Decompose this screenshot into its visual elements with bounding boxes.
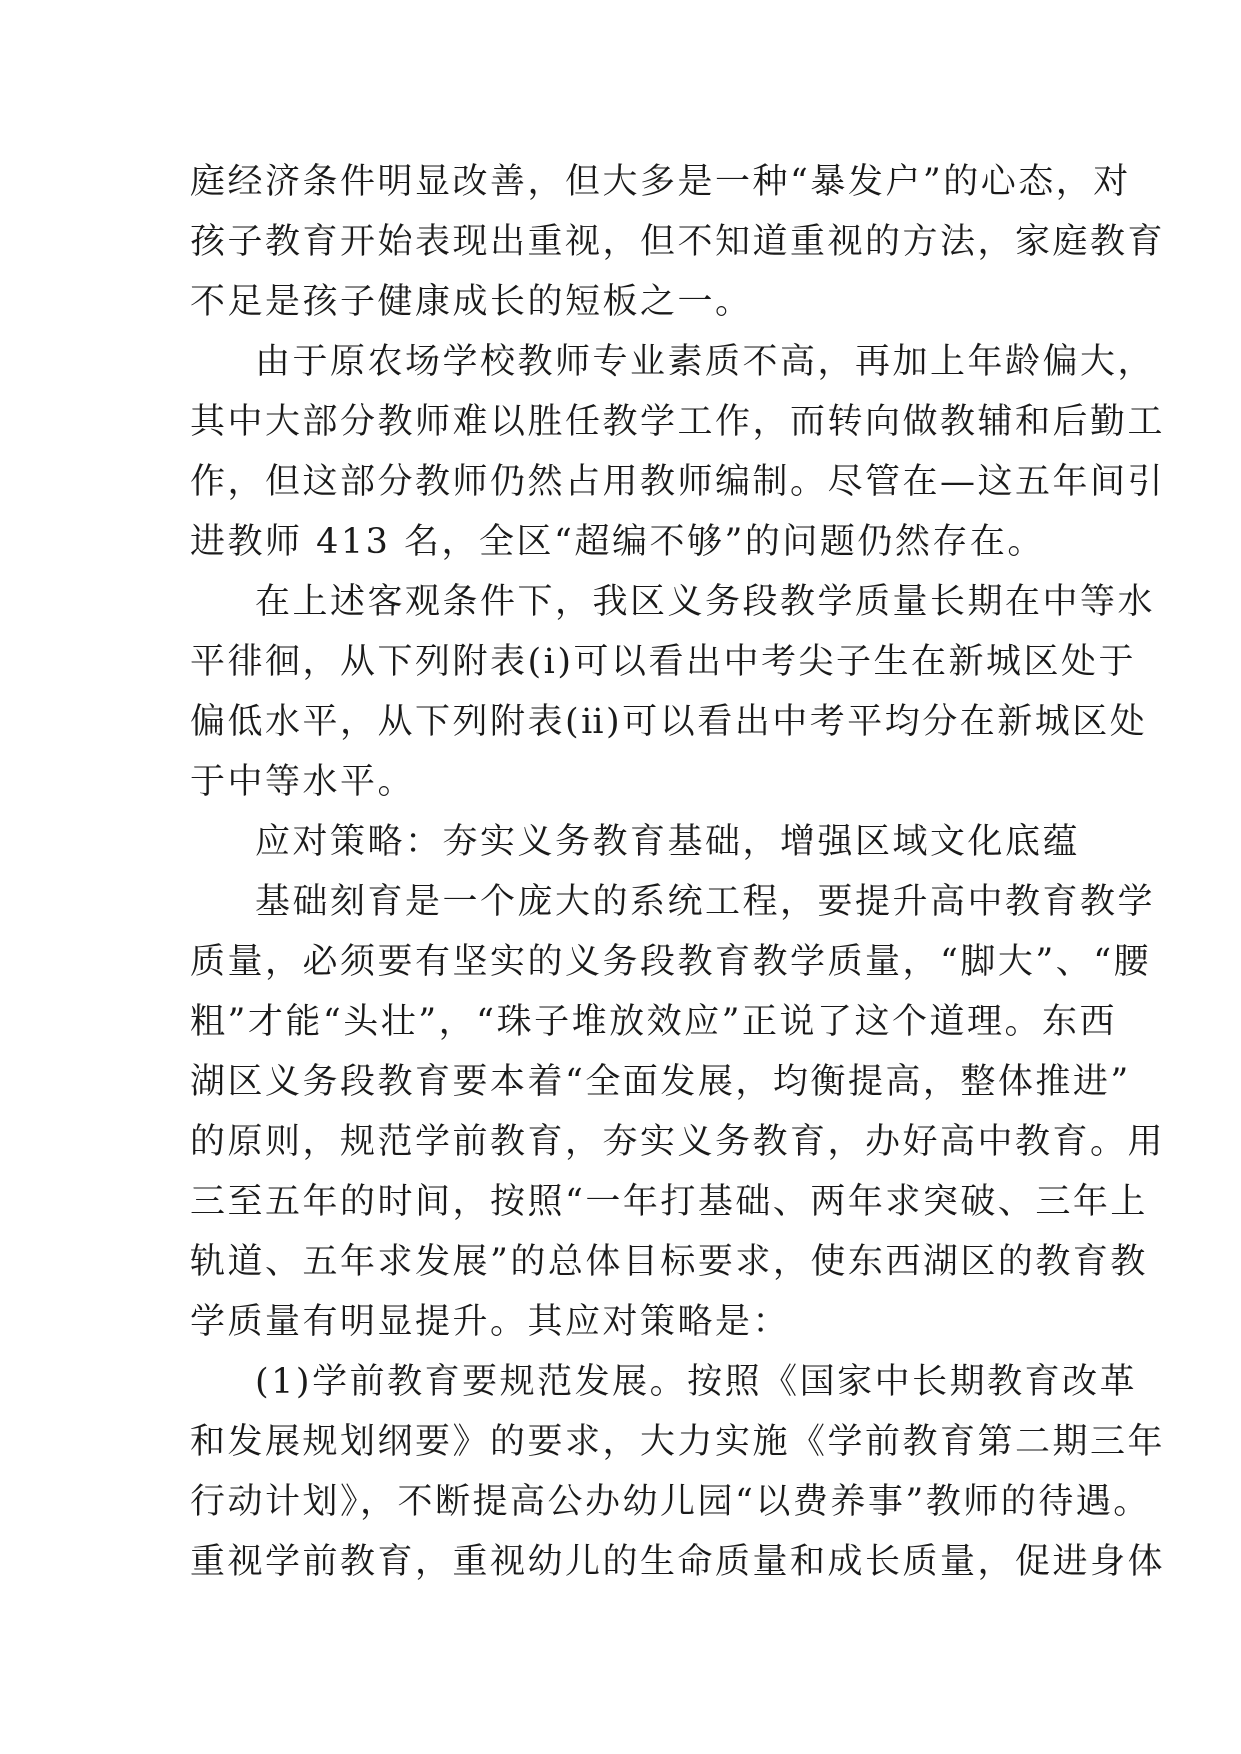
text-line: 的原则，规范学前教育，夯实义务教育，办好高中教育。用 (190, 1122, 1166, 1162)
text-line: 于中等水平。 (190, 762, 416, 802)
text-line: 轨道、五年求发展”的总体目标要求，使东西湖区的教育教 (190, 1242, 1148, 1282)
text-line: 作，但这部分教师仍然占用教师编制。尽管在—这五年间引 (190, 462, 1166, 502)
text-line: 三至五年的时间，按照“一年打基础、两年求突破、三年上 (190, 1182, 1148, 1222)
text-line: 行动计划》，不断提高公办幼儿园“以费养事”教师的待遇。 (190, 1482, 1151, 1522)
text-line: 孩子教育开始表现出重视，但不知道重视的方法，家庭教育 (190, 222, 1166, 262)
text-line: 平徘徊，从下列附表(ⅰ)可以看出中考尖子生在新城区处于 (190, 642, 1137, 682)
paragraph-first-line: 由于原农场学校教师专业素质不高，再加上年龄偏大， (255, 342, 1156, 382)
text-line: 进教师 413 名，全区“超编不够”的问题仍然存在。 (190, 522, 1045, 562)
section-heading: 应对策略：夯实义务教育基础，增强区域文化底蕴 (255, 822, 1081, 862)
paragraph-first-line: 在上述客观条件下，我区义务段教学质量长期在中等水 (255, 582, 1156, 622)
text-line: 偏低水平，从下列附表(ⅱ)可以看出中考平均分在新城区处 (190, 702, 1148, 742)
text-line: 不足是孩子健康成长的短板之一。 (190, 282, 753, 322)
text-line: 和发展规划纲要》的要求，大力实施《学前教育第二期三年 (190, 1422, 1166, 1462)
paragraph-first-line: 基础刻育是一个庞大的系统工程，要提升高中教育教学 (255, 882, 1156, 922)
text-line: 湖区义务段教育要本着“全面发展，均衡提高，整体推进” (190, 1062, 1131, 1102)
paragraph-first-line: (1)学前教育要规范发展。按照《国家中长期教育改革 (255, 1362, 1138, 1402)
text-line: 粗”才能“头壮”，“珠子堆放效应”正说了这个道理。东西 (190, 1002, 1117, 1042)
text-line: 学质量有明显提升。其应对策略是： (190, 1302, 791, 1342)
text-line: 其中大部分教师难以胜任教学工作，而转向做教辅和后勤工 (190, 402, 1166, 442)
text-line: 庭经济条件明显改善，但大多是一种“暴发户”的心态，对 (190, 162, 1131, 202)
text-line: 质量，必须要有坚实的义务段教育教学质量，“脚大”、“腰 (190, 942, 1152, 982)
text-line: 重视学前教育，重视幼儿的生命质量和成长质量，促进身体 (190, 1542, 1166, 1582)
document-page (190, 152, 1166, 1592)
